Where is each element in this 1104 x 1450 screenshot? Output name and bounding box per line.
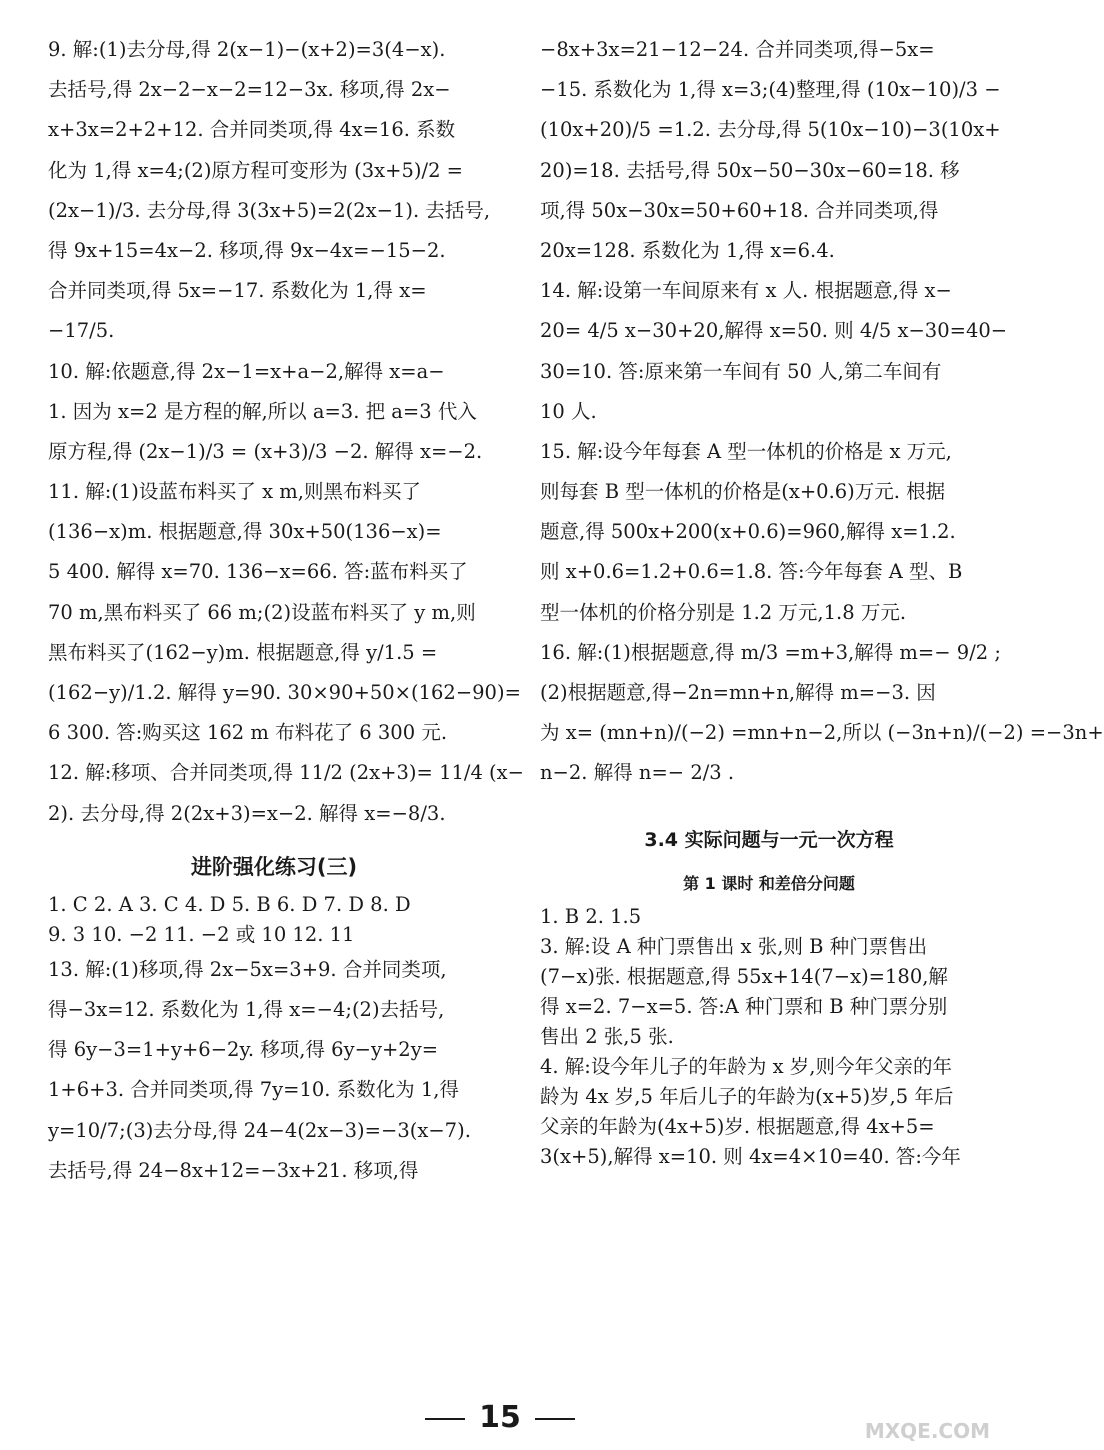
fill-answers-row: 9. 3 10. −2 11. −2 或 10 12. 11 (48, 922, 355, 946)
answer-line: 得 x=2. 7−x=5. 答:A 种门票和 B 种门票分别 (540, 994, 948, 1018)
answer-line: −17/5. (48, 319, 115, 343)
answer-line: 14. 解:设第一车间原来有 x 人. 根据题意,得 x− (540, 279, 952, 303)
answer-line: x+3x=2+2+12. 合并同类项,得 4x=16. 系数 (48, 118, 456, 142)
answer-line: 9. 解:(1)去分母,得 2(x−1)−(x+2)=3(4−x). (48, 38, 446, 61)
lesson-subheading: 第 1 课时 和差倍分问题 (683, 873, 855, 893)
watermark-text: MXQE.COM (864, 1419, 990, 1443)
answer-line: 黑布料买了(162−y)m. 根据题意,得 y/1.5 = (48, 640, 438, 664)
answer-line: 得 9x+15=4x−2. 移项,得 9x−4x=−15−2. (48, 238, 446, 262)
answer-line: 得 6y−3=1+y+6−2y. 移项,得 6y−y+2y= (48, 1038, 439, 1062)
answer-line: n−2. 解得 n=− 2/3 . (540, 761, 735, 785)
answer-line: 4. 解:设今年儿子的年龄为 x 岁,则今年父亲的年 (540, 1054, 952, 1078)
watermark-logo (835, 1395, 990, 1443)
section-heading: 进阶强化练习(三) (190, 854, 358, 879)
answer-line: 合并同类项,得 5x=−17. 系数化为 1,得 x= (48, 279, 427, 303)
answer-line: 20x=128. 系数化为 1,得 x=6.4. (540, 238, 835, 262)
answer-line: 则 x+0.6=1.2+0.6=1.8. 答:今年每套 A 型、B (540, 560, 963, 584)
left-column (48, 30, 524, 1191)
answer-line: 13. 解:(1)移项,得 2x−5x=3+9. 合并同类项, (48, 957, 447, 981)
answer-line: (10x+20)/5 =1.2. 去分母,得 5(10x−10)−3(10x+ (540, 118, 1001, 142)
answer-line: 题意,得 500x+200(x+0.6)=960,解得 x=1.2. (540, 520, 956, 544)
answer-line: 原方程,得 (2x−1)/3 = (x+3)/3 −2. 解得 x=−2. (48, 439, 483, 463)
answer-line: 得−3x=12. 系数化为 1,得 x=−4;(2)去括号, (48, 997, 445, 1021)
answer-line: 型一体机的价格分别是 1.2 万元,1.8 万元. (540, 600, 907, 624)
answer-line: 15. 解:设今年每套 A 型一体机的价格是 x 万元, (540, 439, 952, 463)
answer-line: 3(x+5),解得 x=10. 则 4x=4×10=40. 答:今年 (540, 1144, 961, 1168)
answer-line: 3. 解:设 A 种门票售出 x 张,则 B 种门票售出 (540, 934, 928, 958)
answer-line: y=10/7;(3)去分母,得 24−4(2x−3)=−3(x−7). (48, 1118, 471, 1142)
answer-line: 为 x= (mn+n)/(−2) =mn+n−2,所以 (−3n+n)/(−2) =−3n+ (540, 721, 1104, 745)
answer-line: 则每套 B 型一体机的价格是(x+0.6)万元. 根据 (540, 480, 946, 504)
answer-line: (7−x)张. 根据题意,得 55x+14(7−x)=180,解 (540, 964, 948, 988)
answer-line: 10 人. (540, 399, 597, 423)
answer-line: 16. 解:(1)根据题意,得 m/3 =m+3,解得 m=− 9/2 ; (540, 640, 1001, 664)
answer-line: 1+6+3. 合并同类项,得 7y=10. 系数化为 1,得 (48, 1078, 459, 1102)
answer-line: 20)=18. 去括号,得 50x−50−30x−60=18. 移 (540, 158, 960, 182)
dash-left (425, 1418, 465, 1420)
answer-line: 11. 解:(1)设蓝布料买了 x m,则黑布料买了 (48, 480, 421, 504)
answer-line: 20= 4/5 x−30+20,解得 x=50. 则 4/5 x−30=40− (540, 319, 1008, 343)
answer-line: 5 400. 解得 x=70. 136−x=66. 答:蓝布料买了 (48, 560, 468, 584)
answer-line: (162−y)/1.2. 解得 y=90. 30×90+50×(162−90)= (48, 681, 521, 704)
answer-line: (2)根据题意,得−2n=mn+n,解得 m=−3. 因 (540, 681, 936, 704)
answer-line: 6 300. 答:购买这 162 m 布料花了 6 300 元. (48, 721, 448, 745)
answer-line: 1. 因为 x=2 是方程的解,所以 a=3. 把 a=3 代入 (48, 399, 477, 423)
answer-line: 10. 解:依题意,得 2x−1=x+a−2,解得 x=a− (48, 359, 445, 383)
answer-line: 去括号,得 2x−2−x−2=12−3x. 移项,得 2x− (48, 78, 451, 102)
right-column (540, 30, 1104, 1172)
answer-line: 2). 去分母,得 2(2x+3)=x−2. 解得 x=−8/3. (48, 801, 446, 825)
answer-line: 售出 2 张,5 张. (540, 1024, 674, 1048)
choice-answers-row: 1. B 2. 1.5 (540, 904, 642, 928)
answer-line: 龄为 4x 岁,5 年后儿子的年龄为(x+5)岁,5 年后 (540, 1084, 954, 1108)
answer-line: 30=10. 答:原来第一车间有 50 人,第二车间有 (540, 359, 942, 383)
answer-line: 父亲的年龄为(4x+5)岁. 根据题意,得 4x+5= (540, 1114, 935, 1138)
answer-line: 化为 1,得 x=4;(2)原方程可变形为 (3x+5)/2 = (48, 158, 464, 182)
page-number-text: 15 (479, 1400, 521, 1435)
section-heading: 3.4 实际问题与一元一次方程 (644, 828, 894, 851)
answer-line: 去括号,得 24−8x+12=−3x+21. 移项,得 (48, 1158, 419, 1182)
answer-line: −15. 系数化为 1,得 x=3;(4)整理,得 (10x−10)/3 − (540, 78, 1001, 102)
answer-line: 项,得 50x−30x=50+60+18. 合并同类项,得 (540, 198, 939, 222)
choice-answers-row: 1. C 2. A 3. C 4. D 5. B 6. D 7. D 8. D (48, 892, 411, 916)
answer-line: −8x+3x=21−12−24. 合并同类项,得−5x= (540, 38, 935, 61)
answer-line: 70 m,黑布料买了 66 m;(2)设蓝布料买了 y m,则 (48, 600, 476, 624)
answer-line: (2x−1)/3. 去分母,得 3(3x+5)=2(2x−1). 去括号, (48, 198, 491, 222)
dash-right (535, 1418, 575, 1420)
answer-line: 12. 解:移项、合并同类项,得 11/2 (2x+3)= 11/4 (x− (48, 761, 524, 785)
answer-line: (136−x)m. 根据题意,得 30x+50(136−x)= (48, 520, 442, 544)
